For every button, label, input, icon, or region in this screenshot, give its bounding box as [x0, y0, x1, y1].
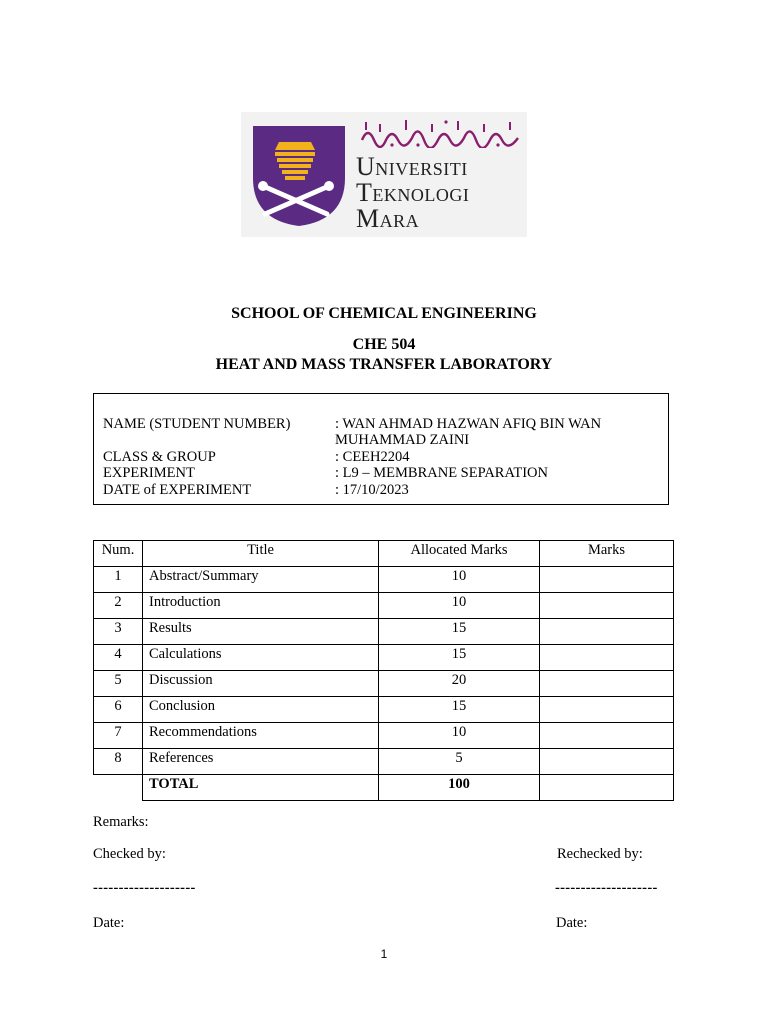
date-left-label: Date: [93, 915, 125, 931]
row-allocated: 15 [379, 645, 540, 671]
school-heading: SCHOOL OF CHEMICAL ENGINEERING [231, 305, 537, 322]
row-allocated: 5 [379, 749, 540, 775]
total-empty-cell [94, 775, 143, 801]
table-row [94, 645, 674, 671]
experiment-label: EXPERIMENT [103, 465, 195, 481]
course-title: HEAT AND MASS TRANSFER LABORATORY [215, 356, 553, 373]
row-title: Abstract/Summary [143, 567, 379, 593]
table-header-row [94, 541, 674, 567]
row-num: 1 [94, 567, 143, 593]
name-value: : WAN AHMAD HAZWAN AFIQ BIN WAN MUHAMMAD ZAINI [335, 416, 602, 448]
row-marks-cell [540, 723, 674, 749]
row-num: 5 [94, 671, 143, 697]
header-title: Title [143, 541, 379, 567]
table-row [94, 723, 674, 749]
total-label: TOTAL [143, 775, 379, 801]
row-marks-cell [540, 749, 674, 775]
checked-by-label: Checked by: [93, 846, 166, 862]
row-allocated: 15 [379, 619, 540, 645]
row-marks-cell [540, 619, 674, 645]
table-row [94, 749, 674, 775]
row-num: 8 [94, 749, 143, 775]
experiment-value: : L9 – MEMBRANE SEPARATION [335, 465, 548, 481]
row-title: References [143, 749, 379, 775]
row-allocated: 10 [379, 723, 540, 749]
signature-line-left: -------------------- [93, 880, 196, 896]
row-allocated: 10 [379, 593, 540, 619]
table-row [94, 619, 674, 645]
row-marks-cell [540, 593, 674, 619]
row-num: 6 [94, 697, 143, 723]
jawi-script-logo [358, 118, 523, 148]
logo-line-universiti: Universiti [356, 152, 468, 181]
header-num: Num. [94, 541, 143, 567]
row-title: Introduction [143, 593, 379, 619]
student-info-box [93, 393, 669, 505]
remarks-label: Remarks: [93, 814, 149, 830]
row-title: Conclusion [143, 697, 379, 723]
marks-table [93, 540, 674, 801]
row-allocated: 15 [379, 697, 540, 723]
row-title: Calculations [143, 645, 379, 671]
row-marks-cell [540, 567, 674, 593]
total-marks-cell [540, 775, 674, 801]
total-value: 100 [379, 775, 540, 801]
total-row [94, 775, 674, 801]
name-label: NAME (STUDENT NUMBER) [103, 416, 291, 432]
row-marks-cell [540, 697, 674, 723]
uitm-logo [241, 112, 527, 237]
row-allocated: 10 [379, 567, 540, 593]
table-row [94, 567, 674, 593]
header-marks: Marks [540, 541, 674, 567]
row-title: Recommendations [143, 723, 379, 749]
course-code: CHE 504 [352, 336, 416, 353]
row-marks-cell [540, 671, 674, 697]
uitm-emblem-icon [249, 124, 353, 228]
table-row [94, 671, 674, 697]
signature-line-right: -------------------- [555, 880, 658, 896]
row-num: 4 [94, 645, 143, 671]
row-num: 7 [94, 723, 143, 749]
row-num: 2 [94, 593, 143, 619]
date-value: : 17/10/2023 [335, 482, 409, 498]
class-label: CLASS & GROUP [103, 449, 216, 465]
class-value: : CEEH2204 [335, 449, 410, 465]
rechecked-by-label: Rechecked by: [557, 846, 643, 862]
table-row [94, 593, 674, 619]
page-number: 1 [380, 947, 388, 961]
row-title: Results [143, 619, 379, 645]
header-allocated: Allocated Marks [379, 541, 540, 567]
logo-line-teknologi: Teknologi [356, 178, 470, 207]
row-allocated: 20 [379, 671, 540, 697]
logo-line-mara: Mara [356, 204, 420, 233]
row-num: 3 [94, 619, 143, 645]
table-row [94, 697, 674, 723]
date-label: DATE of EXPERIMENT [103, 482, 252, 498]
row-title: Discussion [143, 671, 379, 697]
date-right-label: Date: [556, 915, 588, 931]
row-marks-cell [540, 645, 674, 671]
